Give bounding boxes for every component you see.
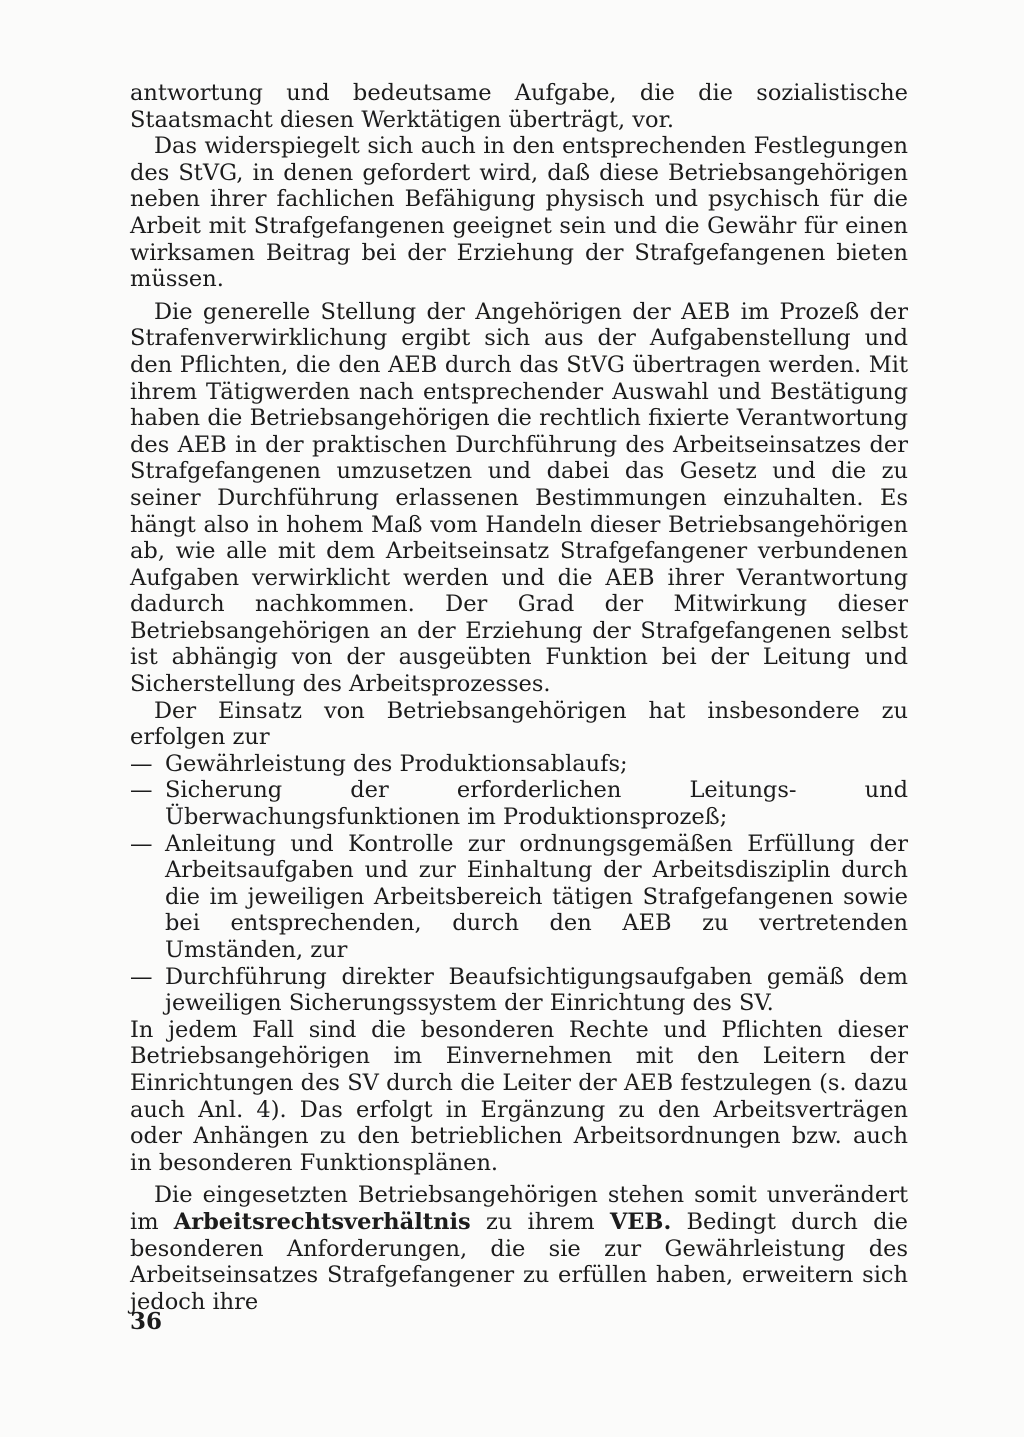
paragraph: Die generelle Stellung der Angehörigen der AEB im Prozeß der Strafenverwirklichung ergibt sich aus der Aufgabenstellung und den Pflichten, die den AEB durch das StVG übertragen werden. Mit ihrem Tätigwerden nach entsprechender Auswahl und Bestätigung haben die Betriebsangehörigen die rechtlich fixierte Verantwortung des AEB in der praktischen Durchführung des Arbeitseinsatzes der Strafgefangenen umzusetzen und dabei das Gesetz und die zu seiner Durchführung erlassenen Bestimmungen einzuhalten. Es hängt also in hohem Maß vom Handeln dieser Betriebsangehörigen ab, wie alle mit dem Arbeitseinsatz Strafgefangener verbundenen Aufgaben verwirklicht werden und die AEB ihrer Verantwortung dadurch nachkommen. Der Grad der Mitwirkung dieser Betriebsangehörigen an der Erziehung der Strafgefangenen selbst ist abhängig von der ausgeübten Funktion bei der Leitung und Sicherstellung des Arbeitsprozesses. <box>130 298 908 698</box>
page-number: 36 <box>130 1308 163 1335</box>
bold-term: Arbeitsrechtsverhältnis <box>173 1208 471 1235</box>
paragraph-text: Bedingt durch die besonderen Anforderungen, die sie zur Gewährleistung des Arbeitseinsatzes Strafgefangener zu erfüllen haben, erweitern sich jedoch ihre <box>130 1208 909 1315</box>
list-item: — Sicherung der erforderlichen Leitungs- und Überwachungsfunktionen im Produktionsprozeß; <box>130 777 908 830</box>
paragraph: Das widerspiegelt sich auch in den entsprechenden Festlegungen des StVG, in denen gefordert wird, daß diese Betriebsangehörigen neben ihrer fachlichen Befähigung physisch und psychisch für die Arbeit mit Strafgefangenen geeignet sein und die Gewähr für einen wirksamen Beitrag bei der Erziehung der Strafgefangenen bieten müssen. <box>130 133 908 293</box>
paragraph-text: Die eingesetzten Betriebsangehörigen stehen somit unverändert im <box>130 1182 908 1235</box>
list-item: — Gewährleistung des Produktionsablaufs; <box>130 751 908 778</box>
paragraph: In jedem Fall sind die besonderen Rechte und Pflichten dieser Betriebsangehörigen im Einvernehmen mit den Leitern der Einrichtungen des SV durch die Leiter der AEB festzulegen (s. dazu auch Anl. 4). Das erfolgt in Ergänzung zu den Arbeitsverträgen oder Anhängen zu den betrieblichen Arbeitsordnungen bzw. auch in besonderen Funktionsplänen. <box>130 1016 908 1176</box>
list-item: — Anleitung und Kontrolle zur ordnungsgemäßen Erfüllung der Arbeitsaufgaben und zur Einhaltung der Arbeitsdisziplin durch die im jeweiligen Arbeitsbereich tätigen Strafgefangenen sowie bei entsprechenden, durch den AEB zu vertretenden Umständen, zur <box>130 831 908 964</box>
paragraph-list-intro: Der Einsatz von Betriebsangehörigen hat insbesondere zu erfolgen zur <box>130 697 908 751</box>
body-text <box>130 80 908 1315</box>
dash-list <box>130 751 908 1017</box>
paragraph-text: zu ihrem <box>470 1208 610 1235</box>
paragraph <box>130 1182 908 1315</box>
list-item: — Durchführung direkter Beaufsichtigungsaufgaben gemäß dem jeweiligen Sicherungssystem der Einrichtung des SV. <box>130 964 908 1017</box>
paragraph-continuation: antwortung und bedeutsame Aufgabe, die die sozialistische Staatsmacht diesen Werktätigen überträgt, vor. <box>130 80 908 133</box>
bold-term: VEB. <box>609 1208 672 1235</box>
